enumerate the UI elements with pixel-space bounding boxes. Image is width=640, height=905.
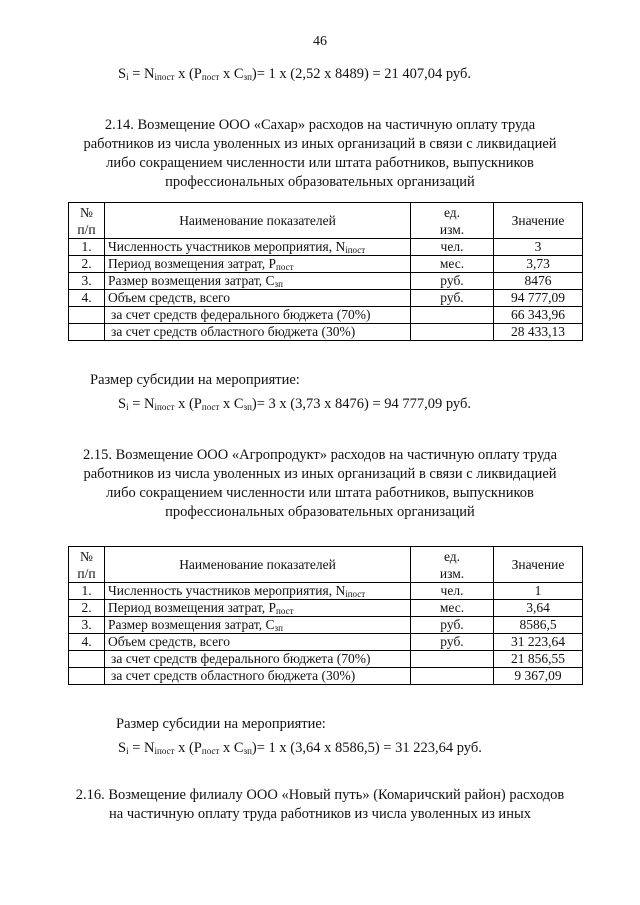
heading-line: 2.15. Возмещение ООО «Агропродукт» расходов на частичную оплату труда xyxy=(82,447,558,463)
row-value: 9 367,09 xyxy=(494,668,583,685)
row-name: за счет средств федерального бюджета (70%) xyxy=(105,307,411,324)
row-unit: руб. xyxy=(411,634,494,651)
row-value: 3,73 xyxy=(494,256,583,273)
heading-line: либо сокращением численности или штата работников, выпускников xyxy=(106,485,534,501)
row-value: 3,64 xyxy=(494,600,583,617)
row-num: 4. xyxy=(69,290,105,307)
row-value: 8586,5 xyxy=(494,617,583,634)
table-row xyxy=(69,324,583,341)
table-row xyxy=(69,273,583,290)
table-2-14 xyxy=(68,202,583,341)
header-num: № п/п xyxy=(69,203,105,239)
row-name: Период возмещения затрат, $P_{пост}$ xyxy=(105,600,411,617)
row-num: 2. xyxy=(69,600,105,617)
table-row xyxy=(69,600,583,617)
row-name: Численность участников мероприятия, $N_{iпост}$ xyxy=(105,583,411,600)
row-num xyxy=(69,324,105,341)
heading-line: профессиональных образовательных организаций xyxy=(165,174,475,190)
subsidy-label-2-14: Размер субсидии на мероприятие: xyxy=(90,372,300,388)
row-name: Объем средств, всего xyxy=(105,634,411,651)
row-name: за счет средств областного бюджета (30%) xyxy=(105,324,411,341)
row-value: 94 777,09 xyxy=(494,290,583,307)
row-unit xyxy=(411,324,494,341)
header-name: Наименование показателей xyxy=(105,203,411,239)
row-num xyxy=(69,307,105,324)
header-unit: ед. изм. xyxy=(411,547,494,583)
header-unit: ед. изм. xyxy=(411,203,494,239)
row-value: 66 343,96 xyxy=(494,307,583,324)
row-value: 28 433,13 xyxy=(494,324,583,341)
table-row xyxy=(69,256,583,273)
row-unit xyxy=(411,651,494,668)
header-name: Наименование показателей xyxy=(105,547,411,583)
row-num: 3. xyxy=(69,617,105,634)
header-value: Значение xyxy=(494,547,583,583)
row-num xyxy=(69,651,105,668)
row-value: 31 223,64 xyxy=(494,634,583,651)
header-value: Значение xyxy=(494,203,583,239)
heading-line: работников из числа уволенных из иных организаций в связи с ликвидацией xyxy=(83,466,557,482)
page-number: 46 xyxy=(313,34,327,49)
table-row xyxy=(69,651,583,668)
row-num: 2. xyxy=(69,256,105,273)
row-name: Численность участников мероприятия, $N_{iпост}$ xyxy=(105,239,411,256)
row-num xyxy=(69,668,105,685)
row-value: 3 xyxy=(494,239,583,256)
row-unit: чел. xyxy=(411,239,494,256)
section-2-15-heading xyxy=(40,446,600,522)
table-row xyxy=(69,634,583,651)
heading-line: на частичную оплату труда работников из числа уволенных из иных xyxy=(109,806,531,822)
row-name: Размер возмещения затрат, $C_{зп}$ xyxy=(105,273,411,290)
row-num: 1. xyxy=(69,583,105,600)
row-value: 21 856,55 xyxy=(494,651,583,668)
row-unit xyxy=(411,668,494,685)
table-row xyxy=(69,307,583,324)
table-header-row xyxy=(69,547,583,583)
table-row xyxy=(69,583,583,600)
formula-2-13: $S_i = N_{iпост}$ x ($P_{пост}$ x $C_{зп})= 1$ x (2,52 x 8489) = 21 407,04 руб. xyxy=(118,66,471,82)
row-name: Период возмещения затрат, $P_{пост}$ xyxy=(105,256,411,273)
row-name: за счет средств областного бюджета (30%) xyxy=(105,668,411,685)
table-header-row xyxy=(69,203,583,239)
row-num: 1. xyxy=(69,239,105,256)
formula-2-15: $S_i = N_{iпост}$ x ($P_{пост}$ x $C_{зп})= 1$ x (3,64 x 8586,5) = 31 223,64 руб. xyxy=(118,740,482,756)
table-row xyxy=(69,239,583,256)
formula-2-14: $S_i = N_{iпост}$ x ($P_{пост}$ x $C_{зп})= 3$ x (3,73 x 8476) = 94 777,09 руб. xyxy=(118,396,471,412)
row-unit: чел. xyxy=(411,583,494,600)
heading-line: работников из числа уволенных из иных организаций в связи с ликвидацией xyxy=(83,136,557,152)
row-num: 4. xyxy=(69,634,105,651)
row-unit: руб. xyxy=(411,273,494,290)
heading-line: профессиональных образовательных организаций xyxy=(165,504,475,520)
row-name: Размер возмещения затрат, $C_{зп}$ xyxy=(105,617,411,634)
row-unit: мес. xyxy=(411,256,494,273)
heading-line: либо сокращением численности или штата работников, выпускников xyxy=(106,155,534,171)
table-2-15 xyxy=(68,546,583,685)
section-2-16-heading xyxy=(40,786,600,824)
row-name: Объем средств, всего xyxy=(105,290,411,307)
heading-line: 2.14. Возмещение ООО «Сахар» расходов на частичную оплату труда xyxy=(104,117,536,133)
table-row xyxy=(69,290,583,307)
row-num: 3. xyxy=(69,273,105,290)
row-unit: руб. xyxy=(411,290,494,307)
subsidy-label-2-15: Размер субсидии на мероприятие: xyxy=(116,716,326,732)
row-value: 8476 xyxy=(494,273,583,290)
row-value: 1 xyxy=(494,583,583,600)
row-unit: мес. xyxy=(411,600,494,617)
row-unit: руб. xyxy=(411,617,494,634)
table-row xyxy=(69,668,583,685)
table-row xyxy=(69,617,583,634)
row-unit xyxy=(411,307,494,324)
section-2-14-heading xyxy=(40,116,600,192)
row-name: за счет средств федерального бюджета (70%) xyxy=(105,651,411,668)
header-num: № п/п xyxy=(69,547,105,583)
heading-line: 2.16. Возмещение филиалу ООО «Новый путь» (Комаричский район) расходов xyxy=(75,787,565,803)
